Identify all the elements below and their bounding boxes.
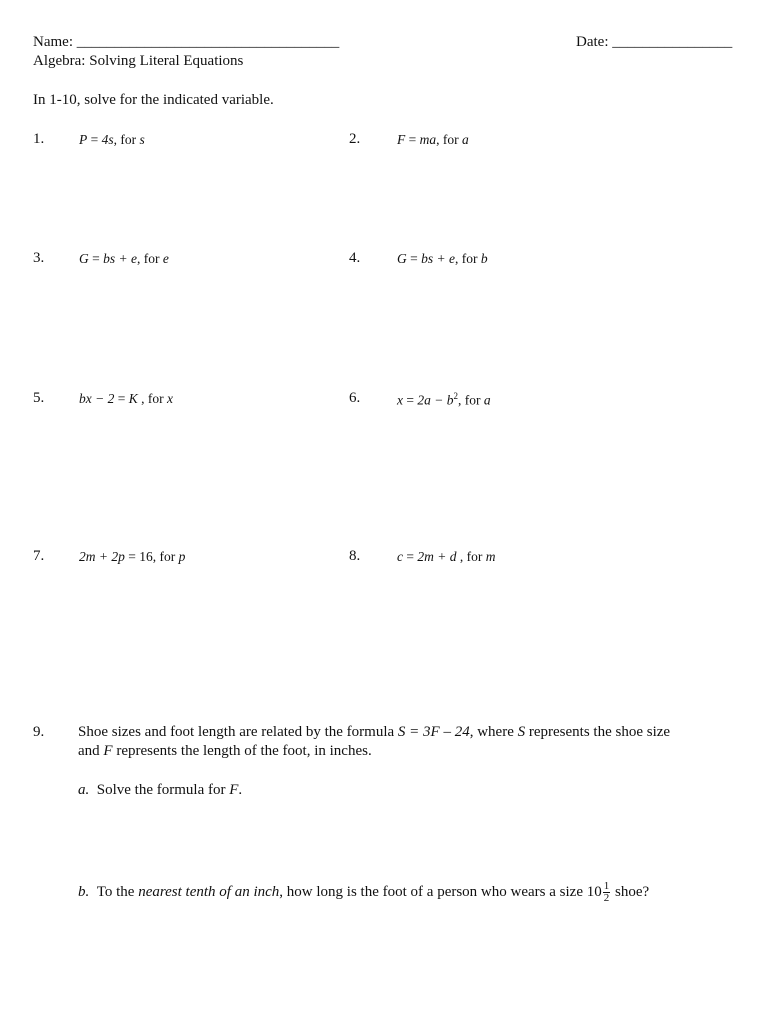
eq-var: p xyxy=(178,549,186,564)
eq-rhs: 2m + d xyxy=(417,549,457,564)
eq-rhs: 2a − b xyxy=(417,392,454,408)
text: Shoe sizes and foot length are related by the formula xyxy=(78,724,398,740)
eq-op: = xyxy=(405,132,420,147)
eq-rhs: bs + e xyxy=(421,251,455,266)
eq-op: = xyxy=(124,549,140,564)
eq-op: = xyxy=(114,391,129,406)
eq-tail: , for xyxy=(152,549,179,564)
equation xyxy=(397,549,495,565)
eq-var: b xyxy=(480,251,488,266)
problem-number: 5. xyxy=(33,390,45,406)
fraction-numerator: 1 xyxy=(603,880,610,892)
eq-op: = xyxy=(403,392,418,408)
text: represents the length of the foot, in inches. xyxy=(112,743,372,759)
eq-lhs: G xyxy=(79,251,89,266)
eq-lhs: G xyxy=(397,251,407,266)
problem-number: 3. xyxy=(33,250,45,266)
eq-tail: , for xyxy=(136,251,163,266)
problem-number: 7. xyxy=(33,548,45,564)
eq-var: e xyxy=(162,251,169,266)
text: represents the shoe size xyxy=(525,724,671,740)
fraction-denominator: 2 xyxy=(603,892,610,904)
equation xyxy=(79,549,185,565)
part-a-var: F xyxy=(229,782,239,798)
var-s: S xyxy=(517,724,526,740)
formula: S = 3F – 24 xyxy=(397,724,470,740)
part-b-label: b. xyxy=(78,883,90,900)
equation xyxy=(397,132,469,148)
problem-9-line-1 xyxy=(78,724,670,741)
part-a-end: . xyxy=(238,782,243,798)
part-b-end: shoe? xyxy=(611,883,650,900)
eq-var: s xyxy=(139,132,145,147)
eq-op: = xyxy=(406,251,422,266)
problem-number: 4. xyxy=(349,250,361,266)
problem-number: 9. xyxy=(33,724,45,740)
text: , where xyxy=(469,724,518,740)
part-a-text: Solve the formula for xyxy=(96,782,230,798)
problem-number: 8. xyxy=(349,548,361,564)
eq-tail: , for xyxy=(456,549,486,564)
eq-lhs: 2m + 2p xyxy=(79,549,125,564)
eq-lhs: F xyxy=(397,132,406,147)
eq-var: a xyxy=(483,392,491,408)
problem-number: 6. xyxy=(349,390,361,406)
part-a xyxy=(78,782,242,799)
part-a-label: a. xyxy=(78,782,90,798)
eq-rhs: 16 xyxy=(139,549,153,564)
eq-tail: , for xyxy=(137,391,167,406)
eq-tail: , for xyxy=(436,132,462,147)
part-b-italic: nearest tenth of an inch xyxy=(138,883,280,900)
eq-rhs: K xyxy=(128,391,138,406)
equation xyxy=(397,251,488,267)
part-b xyxy=(78,881,649,904)
instructions: In 1-10, solve for the indicated variable. xyxy=(33,92,274,108)
size-fraction xyxy=(603,881,611,904)
eq-op: = xyxy=(88,251,104,266)
problem-number: 1. xyxy=(33,131,45,147)
equation xyxy=(79,132,145,148)
date-field-label: Date: ________________ xyxy=(576,34,733,50)
size-whole: 10 xyxy=(586,883,602,900)
text: and xyxy=(78,743,104,759)
var-f: F xyxy=(103,743,113,759)
eq-tail: , for xyxy=(458,392,484,408)
name-field-label: Name: ___________________________________ xyxy=(33,34,340,50)
eq-tail: , for xyxy=(454,251,481,266)
part-b-text: To the xyxy=(96,883,139,900)
eq-rhs: bs + e xyxy=(103,251,137,266)
eq-op: = xyxy=(403,549,418,564)
eq-lhs: bx − 2 xyxy=(79,391,115,406)
eq-lhs: x xyxy=(397,392,403,408)
equation xyxy=(397,391,491,409)
equation xyxy=(79,391,173,407)
eq-rhs: ma xyxy=(419,132,437,147)
problem-number: 2. xyxy=(349,131,361,147)
eq-op: = xyxy=(87,132,102,147)
problem-9-line-2 xyxy=(78,743,372,760)
eq-rhs: 4s xyxy=(101,132,114,147)
worksheet-title: Algebra: Solving Literal Equations xyxy=(33,53,244,69)
eq-lhs: c xyxy=(397,549,403,564)
eq-exponent: 2 xyxy=(453,391,458,401)
eq-tail: , for xyxy=(113,132,140,147)
eq-var: x xyxy=(167,391,173,406)
eq-lhs: P xyxy=(79,132,88,147)
eq-var: m xyxy=(485,549,496,564)
eq-var: a xyxy=(462,132,469,147)
part-b-text: , how long is the foot of a person who wears a size xyxy=(279,883,587,900)
equation xyxy=(79,251,169,267)
